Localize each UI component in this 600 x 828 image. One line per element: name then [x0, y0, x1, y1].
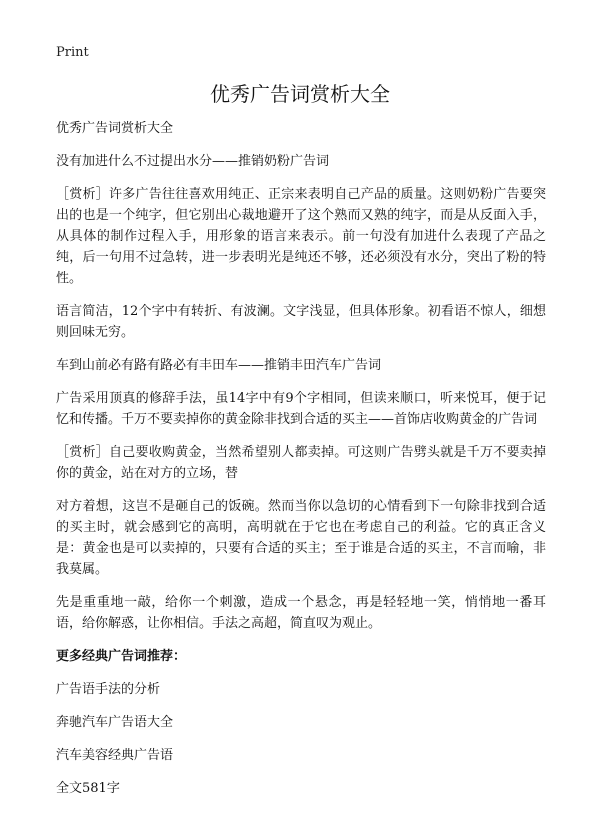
related-link[interactable]: 奔驰汽车广告语大全	[56, 715, 174, 730]
related-link[interactable]: 汽车美容经典广告语	[56, 748, 174, 763]
paragraph: ［赏析］许多广告往往喜欢用纯正、正宗来表明自己产品的质量。这则奶粉广告要突出的也是一个纯字，但它别出心裁地避开了这个熟而又熟的纯字，而是从反面入手，从具体的制作过程入手，用形象的语言来表示。前一句没有加进什么表现了产品之纯，后一句用不过急转，进一步表明光是纯还不够，还必须没有水分，突出了粉的特性。	[56, 187, 546, 286]
paragraph: ［赏析］自己要收购黄金，当然希望别人都卖掉。可这则广告劈头就是千万不要卖掉你的黄金，站在对方的立场，替	[56, 445, 546, 481]
article-subtitle: 优秀广告词赏析大全	[56, 121, 174, 136]
related-link[interactable]: 广告语手法的分析	[56, 682, 161, 697]
recommend-heading: 更多经典广告词推荐：	[56, 649, 187, 664]
paragraph: 对方着想，这岂不是砸自己的饭碗。然而当你以急切的心情看到下一句除非找到合适的买主时，就会感到它的高明，高明就在于它也在考虑自己的利益。它的真正含义是：黄金也是可以卖掉的，只要有合适的买主；至于谁是合适的买主，不言而喻，非我莫属。	[56, 499, 546, 577]
article-body	[56, 118, 546, 811]
paragraph: 广告采用顶真的修辞手法，虽14字中有9个字相同，但读来顺口，听来悦耳，便于记忆和传播。千万不要卖掉你的黄金除非找到合适的买主——首饰店收购黄金的广告词	[56, 391, 546, 427]
paragraph: 先是重重地一敲，给你一个刺激，造成一个悬念，再是轻轻地一笑，悄悄地一番耳语，给你解惑，让你相信。手法之高超，简直叹为观止。	[56, 595, 546, 631]
paragraph: 语言简洁，12个字中有转折、有波澜。文字浅显，但具体形象。初看语不惊人，细想则回味无穷。	[56, 304, 546, 340]
paragraph: 车到山前必有路有路必有丰田车——推销丰田汽车广告词	[56, 358, 382, 373]
paragraph: 没有加进什么不过提出水分——推销奶粉广告词	[56, 154, 330, 169]
print-link[interactable]: Print	[56, 45, 89, 60]
page-title: 优秀广告词赏析大全	[210, 82, 390, 106]
word-count: 全文581字	[56, 781, 120, 796]
